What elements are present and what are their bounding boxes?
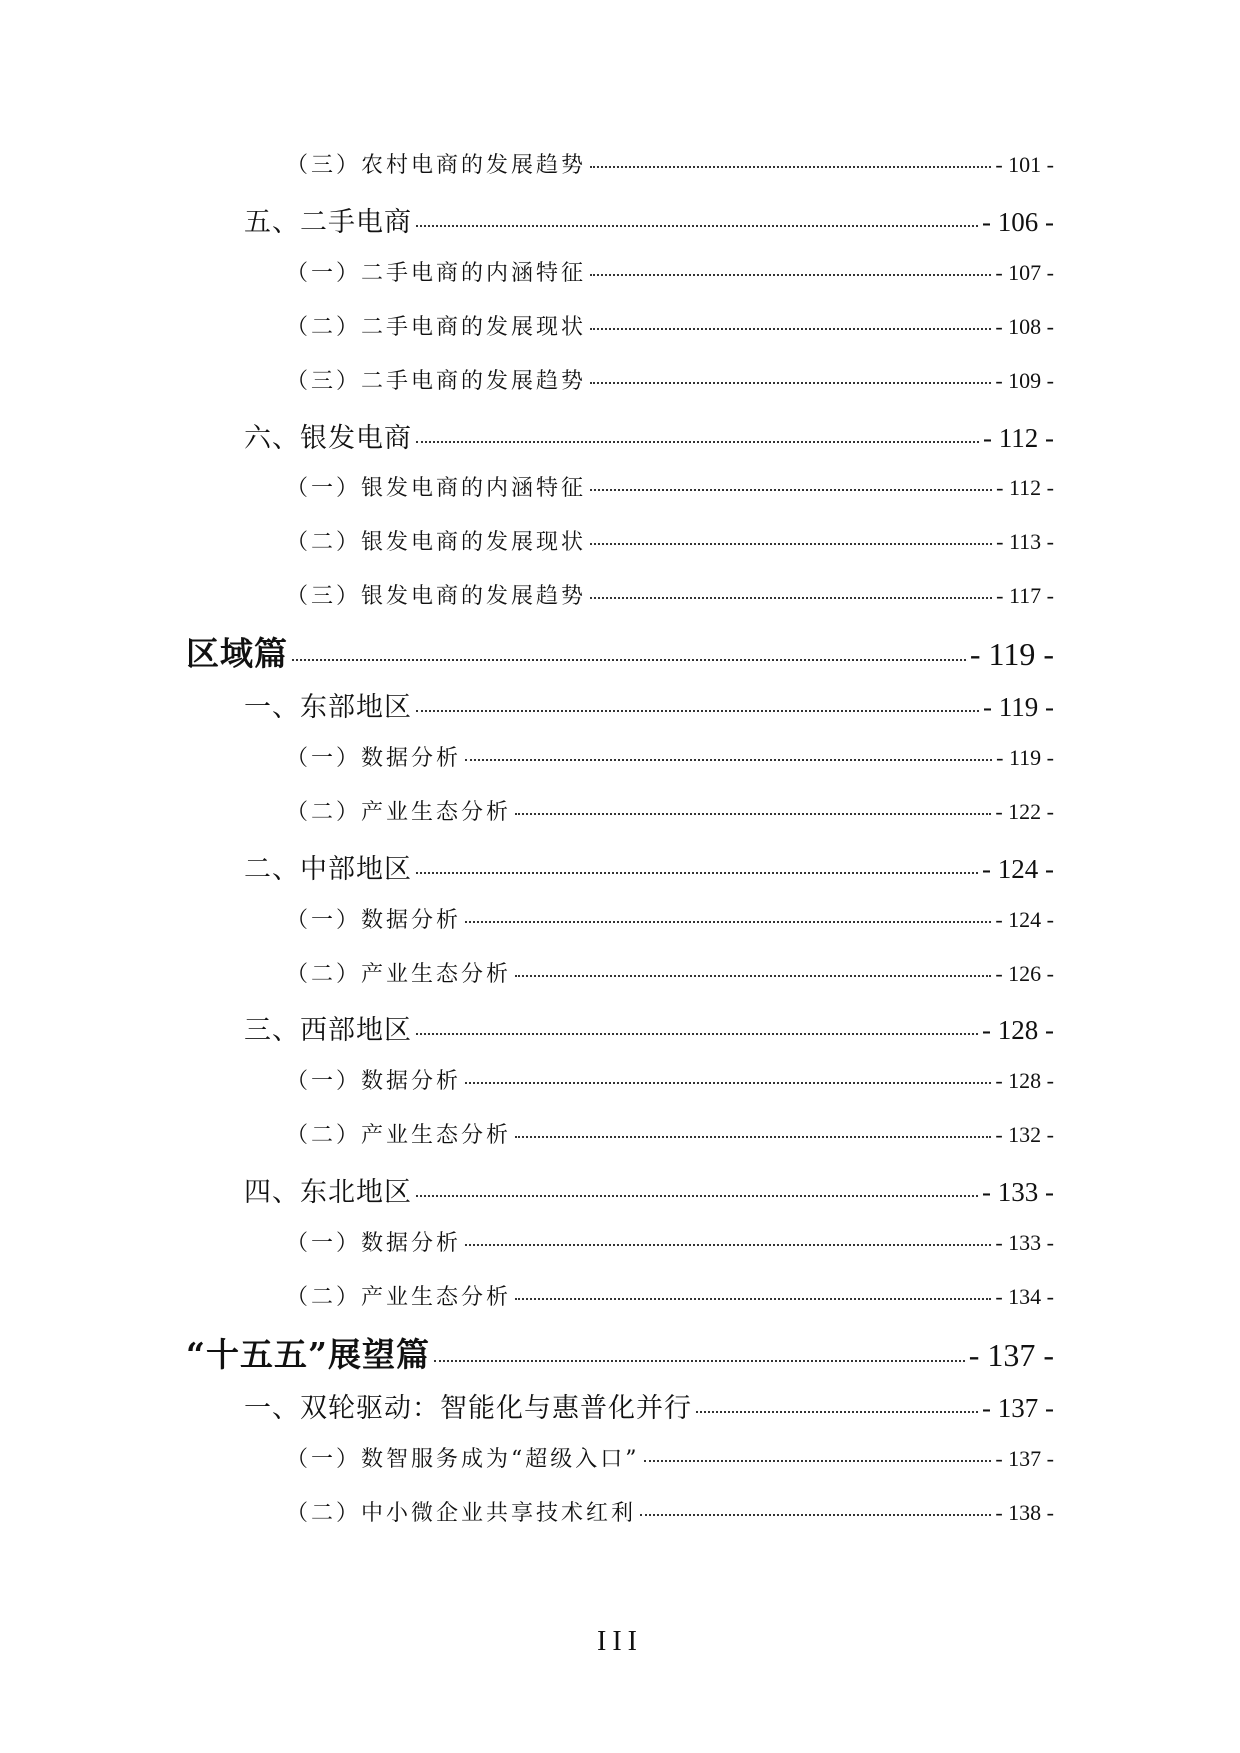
toc-subsection-entry[interactable]: [286, 741, 1054, 771]
toc-entry-page: - 112 -: [983, 422, 1054, 453]
toc-entry-page: - 137 -: [982, 1392, 1054, 1423]
toc-subsection-entry[interactable]: [286, 957, 1054, 987]
dot-leader: [590, 273, 991, 276]
toc-entry-page: - 119 -: [983, 692, 1054, 722]
toc-entry-page: - 117 -: [996, 583, 1054, 609]
dot-leader: [640, 1513, 991, 1516]
toc-entry-title: （三）银发电商的发展趋势: [286, 584, 587, 610]
toc-subsection-entry[interactable]: [286, 1442, 1054, 1472]
toc-entry-title: （二）二手电商的发展现状: [286, 314, 587, 340]
dot-leader: [292, 658, 966, 661]
toc-entry-title: （一）数据分析: [286, 1231, 462, 1256]
toc-entry-page: - 124 -: [995, 906, 1054, 932]
toc-subsection-entry[interactable]: [286, 256, 1054, 286]
dot-leader: [515, 1135, 991, 1138]
toc-entry-page: - 107 -: [995, 259, 1054, 285]
toc-entry-page: - 132 -: [995, 1122, 1054, 1148]
toc-entry-title: （一）数据分析: [286, 745, 462, 771]
toc-entry-title: 二、中部地区: [244, 853, 412, 885]
toc-entry-page: - 138 -: [995, 1499, 1054, 1525]
toc-subsection-entry[interactable]: [286, 1226, 1054, 1256]
toc-entry-page: - 101 -: [995, 152, 1054, 177]
toc-section-entry[interactable]: [244, 200, 1054, 238]
dot-leader: [465, 920, 991, 923]
toc-entry-title: “十五五”展望篇: [186, 1334, 430, 1374]
toc-subsection-entry[interactable]: [286, 471, 1054, 501]
toc-part-entry[interactable]: [186, 628, 1054, 674]
toc-entry-title: （一）银发电商的内涵特征: [286, 476, 587, 502]
toc-entry-page: - 108 -: [995, 313, 1054, 339]
toc-entry-title: （三）农村电商的发展趋势: [286, 153, 587, 178]
toc-entry-title: （二）产业生态分析: [286, 1123, 512, 1149]
toc-entry-page: - 122 -: [995, 798, 1054, 824]
toc-subsection-entry[interactable]: [286, 795, 1054, 825]
toc-entry-title: （一）数智服务成为“超级入口”: [286, 1446, 640, 1472]
toc-entry-page: - 119 -: [996, 744, 1054, 770]
dot-leader: [696, 1410, 978, 1413]
dot-leader: [590, 542, 992, 545]
dot-leader: [515, 974, 991, 977]
toc-subsection-entry[interactable]: [286, 525, 1054, 555]
toc-entry-title: 一、双轮驱动：智能化与惠普化并行: [244, 1392, 692, 1424]
dot-leader: [515, 1297, 991, 1300]
toc-entry-title: 六、银发电商: [244, 422, 412, 454]
toc-subsection-entry[interactable]: [286, 310, 1054, 340]
dot-leader: [644, 1459, 992, 1462]
toc-entry-page: - 112 -: [996, 475, 1054, 501]
toc-subsection-entry[interactable]: [286, 1118, 1054, 1148]
toc-section-entry[interactable]: [244, 1386, 1054, 1424]
toc-entry-title: （二）中小微企业共享技术红利: [286, 1500, 637, 1526]
toc-entry-title: （二）产业生态分析: [286, 1284, 512, 1310]
toc-section-entry[interactable]: [244, 1008, 1054, 1047]
toc-section-entry[interactable]: [244, 416, 1054, 454]
toc-subsection-entry[interactable]: [286, 148, 1054, 178]
toc-entry-title: （二）产业生态分析: [286, 961, 512, 987]
dot-leader: [416, 224, 978, 227]
toc-subsection-entry[interactable]: [286, 579, 1054, 609]
dot-leader: [590, 596, 992, 599]
toc-subsection-entry[interactable]: [286, 1064, 1054, 1094]
toc-entry-page: - 128 -: [982, 1015, 1054, 1046]
toc-section-entry[interactable]: [244, 685, 1054, 723]
toc-entry-page: - 128 -: [995, 1068, 1054, 1094]
toc-subsection-entry[interactable]: [286, 1496, 1054, 1526]
toc-part-entry[interactable]: [186, 1329, 1054, 1374]
toc-entry-page: - 106 -: [982, 206, 1054, 237]
dot-leader: [590, 165, 991, 168]
toc-entry-page: - 133 -: [995, 1230, 1054, 1255]
toc-entry-title: （三）二手电商的发展趋势: [286, 368, 587, 394]
dot-leader: [465, 1081, 991, 1084]
dot-leader: [590, 327, 991, 330]
toc-entry-page: - 126 -: [995, 960, 1054, 986]
toc-entry-page: - 134 -: [995, 1283, 1054, 1309]
dot-leader: [515, 812, 991, 815]
toc-entry-page: - 113 -: [996, 529, 1054, 555]
toc-entry-title: （一）数据分析: [286, 1069, 462, 1095]
toc-section-entry[interactable]: [244, 1170, 1054, 1209]
toc-subsection-entry[interactable]: [286, 903, 1054, 933]
toc-entry-page: - 133 -: [982, 1177, 1054, 1208]
dot-leader: [590, 488, 992, 491]
toc-entry-page: - 124 -: [982, 853, 1054, 884]
dot-leader: [434, 1359, 965, 1362]
dot-leader: [416, 440, 979, 443]
dot-leader: [465, 758, 992, 761]
dot-leader: [416, 1194, 978, 1197]
toc-entry-title: 五、二手电商: [244, 206, 412, 238]
toc-entry-title: （一）数据分析: [286, 907, 462, 933]
toc-subsection-entry[interactable]: [286, 1280, 1054, 1310]
toc-entry-page: - 137 -: [968, 1336, 1054, 1373]
toc-entry-title: （二）产业生态分析: [286, 799, 512, 825]
toc-entry-title: 区域篇: [186, 634, 288, 674]
toc-entry-title: 三、西部地区: [244, 1015, 412, 1047]
dot-leader: [590, 381, 991, 384]
toc-subsection-entry[interactable]: [286, 364, 1054, 394]
dot-leader: [465, 1243, 991, 1246]
toc-entry-title: （一）二手电商的内涵特征: [286, 260, 587, 286]
toc-entry-page: - 109 -: [995, 367, 1054, 393]
toc-section-entry[interactable]: [244, 847, 1054, 885]
toc-entry-title: 一、东部地区: [244, 692, 412, 723]
dot-leader: [416, 709, 979, 712]
toc-entry-page: - 137 -: [995, 1445, 1054, 1471]
dot-leader: [416, 871, 978, 874]
toc-entry-page: - 119 -: [969, 636, 1054, 673]
toc-entry-title: 四、东北地区: [244, 1177, 412, 1209]
dot-leader: [416, 1032, 978, 1035]
toc-entry-title: （二）银发电商的发展现状: [286, 530, 587, 556]
page-number: III: [597, 1626, 643, 1657]
